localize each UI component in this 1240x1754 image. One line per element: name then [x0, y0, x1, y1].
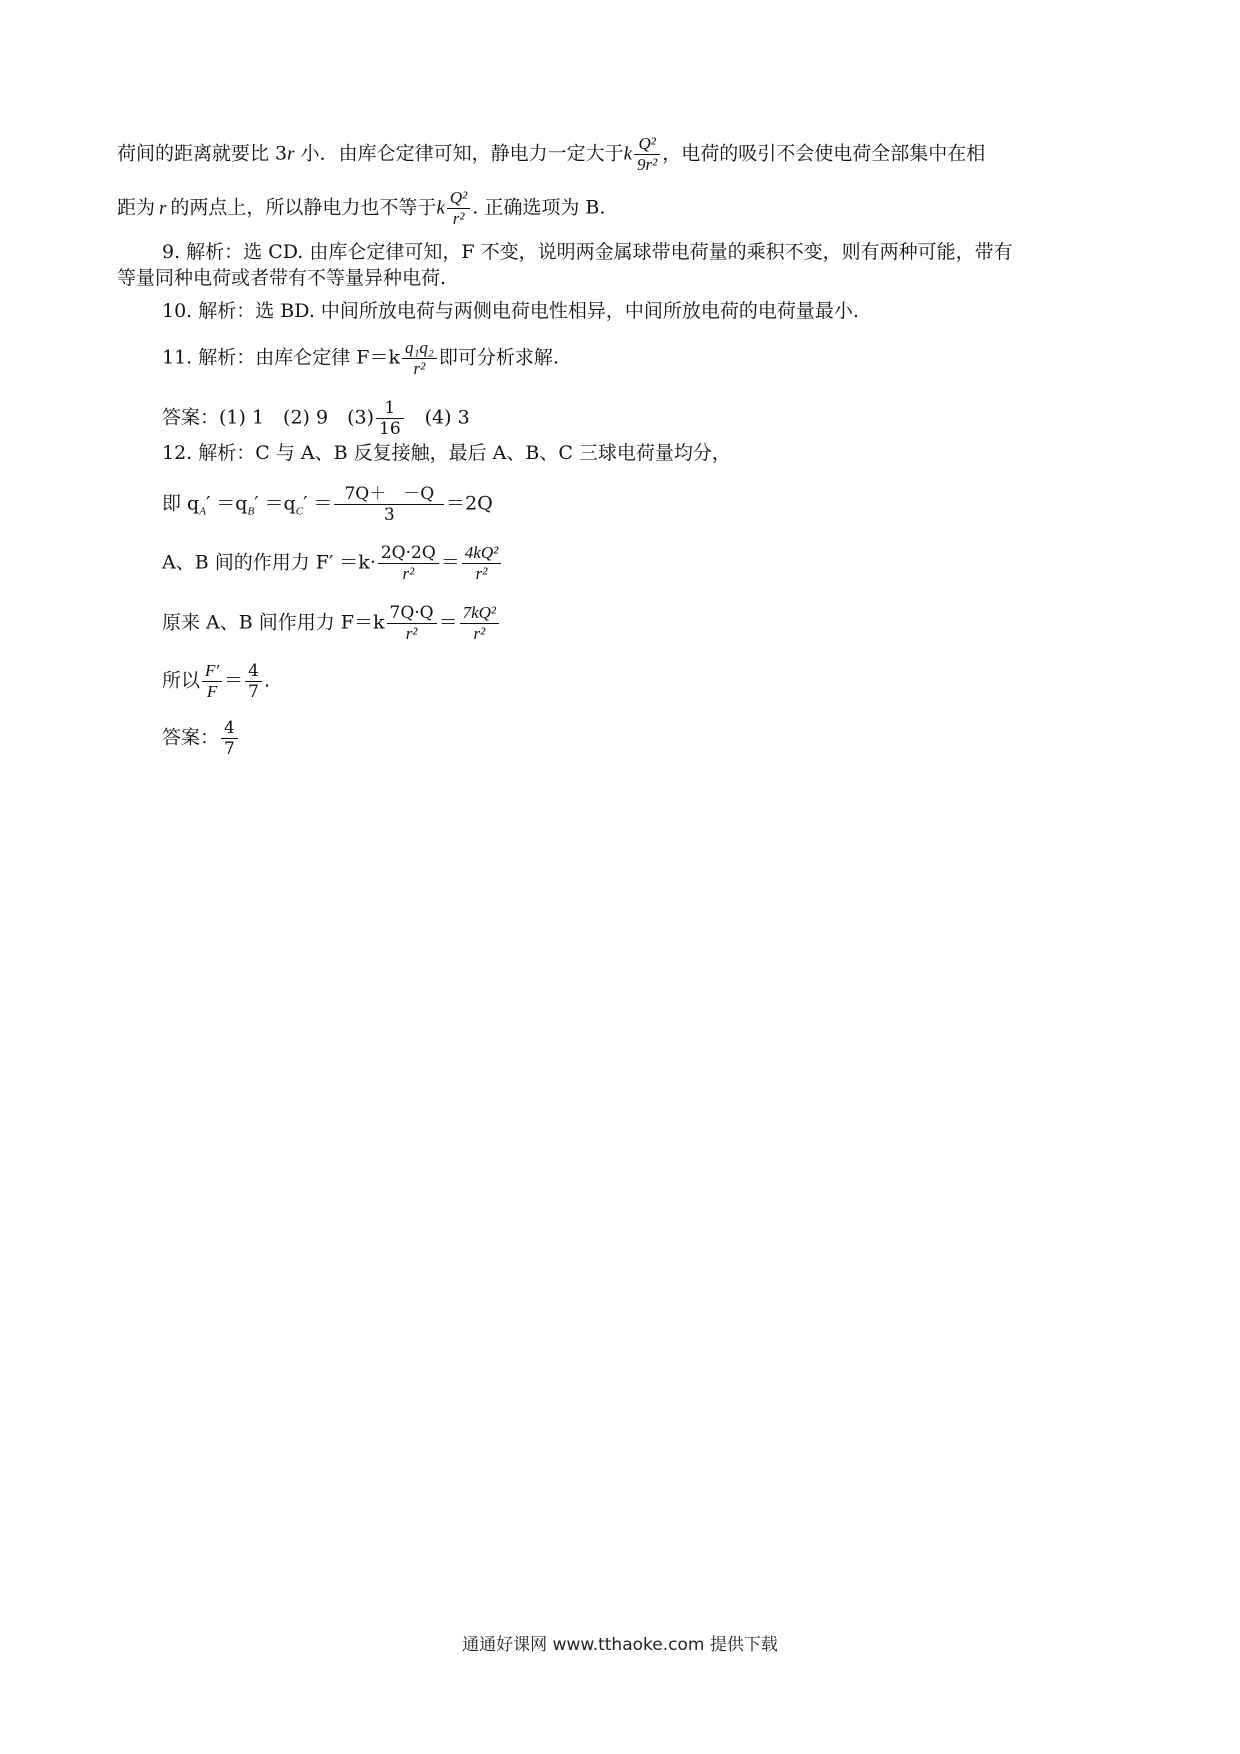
para10: 10. 解析：选 BD. 中间所放电荷与两侧电荷电性相异，中间所放电荷的电荷量最小.	[162, 300, 859, 322]
fraction	[221, 718, 238, 759]
fraction	[387, 603, 437, 644]
fraction-numerator: 2Q·2Q	[378, 543, 439, 564]
text: 答案：(1) 1 (2) 9 (3)	[162, 406, 374, 429]
fraction	[378, 543, 439, 584]
text: ′ ＝q	[254, 492, 296, 515]
para12-eq2	[162, 543, 503, 584]
text: ，电荷的吸引不会使电荷全部集中在相	[662, 142, 986, 165]
text: 原来 A、B 间作用力 F＝k	[162, 611, 385, 634]
fraction-numerator: q₁q₂	[402, 338, 437, 359]
text: A、B 间的作用力 F′ ＝k·	[162, 551, 376, 574]
page-footer: 通通好课网 www.tthaoke.com 提供下载	[462, 1635, 778, 1655]
text: 距为	[117, 196, 156, 219]
fraction-denominator: 16	[379, 419, 401, 439]
para9-line1: 9. 解析：选 CD. 由库仑定律可知，F 不变，说明两金属球带电荷量的乘积不变，则有两种可能，带有	[162, 241, 1013, 263]
fraction-denominator: r²	[413, 359, 426, 378]
text: 即 q	[162, 492, 200, 515]
variable: k	[623, 143, 633, 165]
fraction	[634, 134, 660, 175]
text: 答案：	[162, 726, 220, 749]
fraction	[376, 398, 404, 439]
para12-eq4	[162, 661, 270, 702]
fraction-denominator: 7	[224, 739, 235, 759]
fraction-numerator: 4	[245, 661, 262, 682]
fraction-denominator: 9r²	[637, 155, 658, 174]
answer-11	[162, 398, 470, 439]
text: . 正确选项为 B.	[472, 196, 606, 219]
fraction	[402, 338, 437, 379]
fraction-denominator: F	[206, 682, 218, 701]
fraction-denominator: r²	[475, 564, 488, 583]
fraction-denominator: r²	[405, 624, 418, 643]
text: 荷间的距离就要比 3	[117, 142, 288, 165]
fraction-numerator: 7Q＋ －Q	[334, 484, 444, 505]
fraction-denominator: r²	[473, 624, 486, 643]
equals-sign: ＝	[224, 669, 244, 692]
para12-eq1	[162, 484, 493, 525]
text: 11. 解析：由库仑定律 F＝k	[162, 346, 400, 369]
text: ′ ＝q	[205, 492, 248, 515]
fraction-numerator: Q²	[447, 188, 470, 209]
para8-line2	[117, 188, 605, 229]
text: .	[263, 669, 271, 692]
fraction-numerator: 7Q·Q	[387, 603, 437, 624]
text: ′ ＝	[303, 492, 333, 515]
variable: r	[287, 143, 295, 165]
subscript: B	[247, 505, 255, 518]
text: 即可分析求解.	[438, 346, 559, 369]
text: 所以	[162, 669, 201, 692]
equals-sign: ＝	[440, 551, 460, 574]
subscript: C	[295, 505, 304, 518]
fraction-denominator: 7	[248, 682, 259, 702]
fraction-numerator: 4kQ²	[462, 543, 501, 564]
para12-eq3	[162, 603, 501, 644]
fraction	[462, 543, 501, 584]
fraction-numerator: 1	[376, 398, 404, 419]
fraction-numerator: F′	[202, 661, 222, 682]
fraction	[334, 484, 444, 525]
text: 小．由库仑定律可知，静电力一定大于	[294, 142, 624, 165]
fraction-numerator: 4	[221, 718, 238, 739]
fraction-denominator: r²	[402, 564, 415, 583]
fraction-denominator: r²	[452, 209, 465, 228]
para11	[162, 338, 559, 379]
para8-line1	[117, 134, 985, 175]
variable: k	[436, 197, 445, 219]
fraction	[447, 188, 470, 229]
fraction	[245, 661, 262, 702]
fraction-numerator: 7kQ²	[460, 603, 499, 624]
variable: r	[159, 197, 167, 219]
text: ＝2Q	[446, 492, 493, 515]
equals-sign: ＝	[438, 611, 458, 634]
text: (4) 3	[405, 406, 470, 429]
fraction-denominator: 3	[383, 505, 395, 525]
para12-intro: 12. 解析：C 与 A、B 反复接触，最后 A、B、C 三球电荷量均分，	[162, 442, 731, 464]
fraction-numerator: Q²	[634, 134, 660, 155]
text: 的两点上，所以静电力也不等于	[170, 196, 437, 219]
fraction	[460, 603, 499, 644]
para9-line2: 等量同种电荷或者带有不等量异种电荷.	[117, 267, 447, 289]
answer-12	[162, 718, 240, 759]
subscript: A	[199, 505, 206, 518]
fraction	[202, 661, 222, 702]
